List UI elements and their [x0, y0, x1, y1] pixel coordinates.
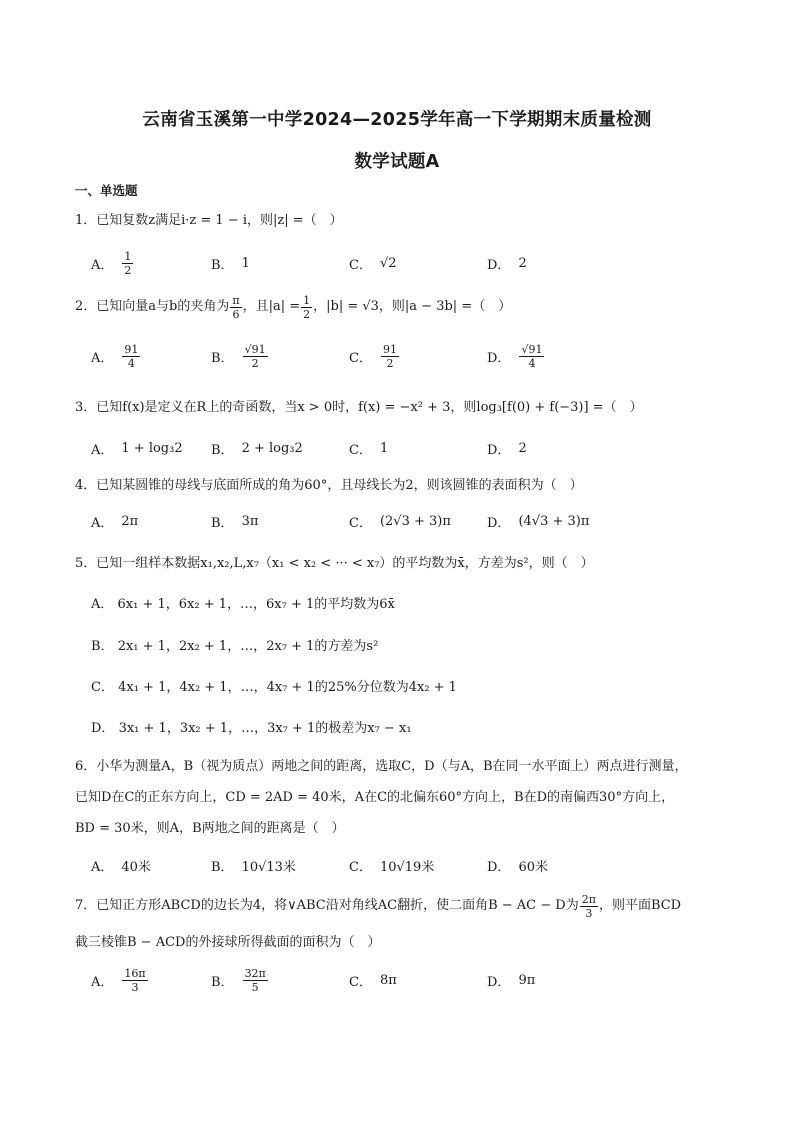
- fraction: [243, 967, 268, 994]
- option-text: 8π: [379, 972, 397, 988]
- denominator: 4: [528, 356, 536, 370]
- option-letter: C．: [349, 442, 372, 458]
- option-letter: B．: [211, 859, 234, 875]
- denominator: 2: [251, 356, 259, 370]
- option-letter: C．: [349, 974, 372, 990]
- question-5-stem: 5．已知一组样本数据x₁,x₂,L,x₇（x₁ < x₂ < ··· < x₇）的平均数为x̄，方差为s²，则（ ）: [75, 556, 594, 571]
- q4-option-c: [349, 506, 451, 536]
- option-letter: D．: [91, 721, 115, 736]
- option-letter: D．: [487, 350, 511, 366]
- option-text: √2: [379, 255, 397, 271]
- numerator: 2π: [581, 892, 596, 906]
- option-letter: A．: [91, 257, 114, 273]
- q5-option-a: [91, 595, 395, 615]
- option-letter: A．: [91, 442, 114, 458]
- option-text: 2: [518, 440, 527, 456]
- denominator: 6: [232, 307, 240, 321]
- fraction: [519, 343, 544, 370]
- q4-option-a: [91, 506, 138, 536]
- question-7-stem-line-2: 截三棱锥B − ACD的外接球所得截面的面积为（ ）: [75, 935, 381, 950]
- q6-option-d: [487, 850, 548, 880]
- numerator: 91: [382, 342, 397, 356]
- q6-option-b: [211, 850, 296, 880]
- question-3-options: [91, 433, 731, 463]
- question-6-stem-line-1: 6．小华为测量A，B（视为质点）两地之间的距离，选取C，D（与A，B在同一水平面上）两点进行测量，: [75, 759, 688, 774]
- option-text: 40米: [121, 859, 151, 875]
- fraction: [381, 343, 399, 370]
- numerator: 91: [124, 342, 139, 356]
- option-text: 2x₁ + 1，2x₂ + 1，…，2x₇ + 1的方差为s²: [117, 639, 379, 654]
- option-text: 60米: [518, 859, 548, 875]
- numerator: 1: [124, 249, 132, 263]
- denominator: 2: [303, 307, 311, 321]
- q2-stem-part-a: 2．已知向量a与b的夹角为: [75, 299, 230, 314]
- numerator: π: [232, 293, 240, 307]
- option-letter: C．: [349, 859, 372, 875]
- option-text: 1: [241, 255, 250, 271]
- option-letter: B．: [91, 639, 114, 654]
- question-7-stem-line-1: [75, 891, 681, 921]
- q1-option-c: [349, 248, 397, 278]
- q2-option-a: [91, 341, 141, 371]
- q6-option-c: [349, 850, 434, 880]
- denominator: 2: [124, 263, 132, 277]
- q4-option-b: [211, 506, 258, 536]
- option-letter: B．: [211, 515, 234, 531]
- option-text: 2: [518, 255, 527, 271]
- option-text: (4√3 + 3)π: [518, 513, 590, 529]
- option-letter: D．: [487, 442, 511, 458]
- denominator: 4: [127, 356, 135, 370]
- numerator: 16π: [124, 966, 146, 980]
- q7-option-d: [487, 965, 535, 995]
- option-letter: A．: [91, 515, 114, 531]
- fraction: [122, 343, 140, 370]
- q7-stem-part-b: ，则平面BCD: [598, 898, 682, 913]
- exam-title: 云南省玉溪第一中学2024—2025学年高一下学期期末质量检测: [142, 110, 652, 130]
- option-letter: B．: [211, 257, 234, 273]
- q1-option-a: [91, 248, 134, 278]
- q2-option-d: [487, 341, 545, 371]
- option-letter: B．: [211, 350, 234, 366]
- option-letter: D．: [487, 257, 511, 273]
- option-letter: D．: [487, 515, 511, 531]
- option-letter: C．: [349, 350, 372, 366]
- numerator: √91: [244, 342, 266, 356]
- question-2-stem: [75, 293, 511, 321]
- option-text: 2 + log₃2: [241, 440, 303, 456]
- fraction: [122, 967, 147, 994]
- angle-fraction: [230, 294, 241, 321]
- length-fraction: [301, 294, 312, 321]
- option-text: 4x₁ + 1，4x₂ + 1，…，4x₇ + 1的25%分位数为4x₂ + 1: [118, 680, 457, 695]
- question-1-options: [91, 248, 731, 278]
- fraction: [243, 343, 268, 370]
- option-letter: D．: [487, 859, 511, 875]
- q3-option-d: [487, 433, 527, 463]
- q1-option-d: [487, 248, 527, 278]
- section-heading: 一、单选题: [75, 183, 138, 198]
- q5-option-d: [91, 719, 412, 739]
- q3-option-c: [349, 433, 388, 463]
- option-letter: A．: [91, 859, 114, 875]
- q6-option-a: [91, 850, 151, 880]
- question-6-stem-line-2: 已知D在C的正东方向上，CD = 2AD = 40米，A在C的北偏东60°方向上，B在D的南偏西30°方向上，: [75, 790, 675, 805]
- option-text: 3x₁ + 1，3x₂ + 1，…，3x₇ + 1的极差为x₇ − x₁: [118, 721, 412, 736]
- q5-option-b: [91, 637, 378, 657]
- option-text: 6x₁ + 1，6x₂ + 1，…，6x₇ + 1的平均数为6x̄: [117, 597, 395, 612]
- denominator: 3: [585, 906, 593, 920]
- q7-option-b: [211, 965, 269, 995]
- denominator: 5: [251, 980, 259, 994]
- q7-stem-part-a: 7．已知正方形ABCD的边长为4，将∨ABC沿对角线AC翻折，使二面角B − AC − D为: [75, 898, 579, 913]
- exam-subtitle: 数学试题A: [354, 152, 440, 172]
- question-4-options: [91, 506, 731, 536]
- question-6-stem-line-3: BD = 30米，则A，B两地之间的距离是（ ）: [75, 821, 345, 836]
- fraction: [122, 250, 133, 277]
- denominator: 2: [386, 356, 394, 370]
- question-4-stem: 4．已知某圆锥的母线与底面所成的角为60°，且母线长为2，则该圆锥的表面积为（ ）: [75, 478, 583, 493]
- option-letter: C．: [91, 680, 114, 695]
- option-letter: B．: [211, 442, 234, 458]
- question-7-options: [91, 965, 731, 995]
- option-text: 10√13米: [241, 859, 296, 875]
- option-text: (2√3 + 3)π: [379, 513, 451, 529]
- q4-option-d: [487, 506, 589, 536]
- q5-option-c: [91, 678, 457, 698]
- option-text: 1 + log₃2: [121, 440, 183, 456]
- q7-option-c: [349, 965, 397, 995]
- q7-option-a: [91, 965, 149, 995]
- option-text: 2π: [121, 513, 139, 529]
- q3-option-a: [91, 433, 183, 463]
- option-letter: C．: [349, 257, 372, 273]
- option-text: 1: [379, 440, 389, 456]
- q2-stem-part-c: ，|b| = √3，则|a − 3b| =（ ）: [313, 299, 512, 314]
- q2-stem-part-b: ，且|a| =: [242, 299, 301, 314]
- option-text: 3π: [241, 513, 259, 529]
- option-letter: D．: [487, 974, 511, 990]
- option-text: 10√19米: [379, 859, 435, 875]
- q2-option-c: [349, 341, 400, 371]
- option-text: 9π: [518, 972, 536, 988]
- numerator: √91: [521, 342, 543, 356]
- option-letter: B．: [211, 974, 234, 990]
- option-letter: A．: [91, 974, 114, 990]
- question-2-options: [91, 341, 731, 371]
- question-3-stem: 3．已知f(x)是定义在R上的奇函数，当x > 0时，f(x) = −x² + 3，则log₃[f(0) + f(−3)] =（ ）: [75, 400, 643, 415]
- numerator: 32π: [244, 966, 266, 980]
- numerator: 1: [303, 293, 311, 307]
- question-6-options: [91, 850, 731, 880]
- option-letter: A．: [91, 350, 114, 366]
- question-1-stem: 1．已知复数z满足i·z = 1 − i，则|z| =（ ）: [75, 213, 343, 228]
- angle-fraction: [580, 893, 598, 920]
- option-letter: C．: [349, 515, 372, 531]
- q3-option-b: [211, 433, 303, 463]
- option-letter: A．: [91, 597, 114, 612]
- denominator: 3: [131, 980, 139, 994]
- q1-option-b: [211, 248, 250, 278]
- q2-option-b: [211, 341, 269, 371]
